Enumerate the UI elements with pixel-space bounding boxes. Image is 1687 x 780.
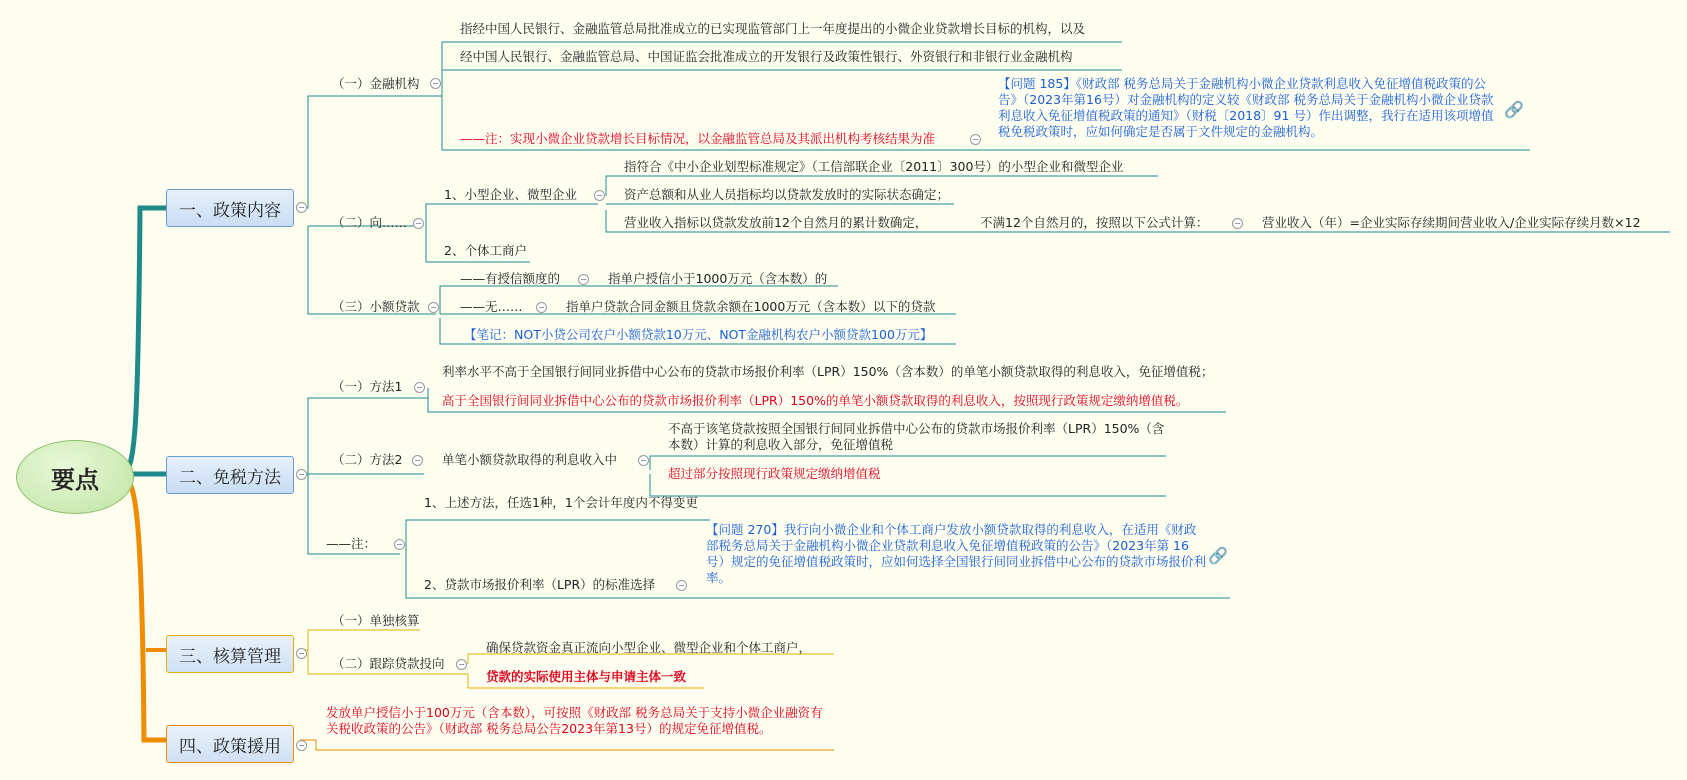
s2-m1-label[interactable]: （一）方法1 bbox=[332, 379, 403, 394]
s1-c2-a3b: 不满12个自然月的，按照以下公式计算： bbox=[980, 215, 1209, 230]
s1-c3-r2b: 指单户贷款合同金额且贷款余额在1000万元（含本数）以下的贷款 bbox=[566, 299, 936, 314]
link-icon[interactable]: 🔗 bbox=[1208, 546, 1228, 565]
collapse-toggle-icon[interactable]: − bbox=[296, 648, 307, 659]
s1-c3-label[interactable]: （三）小额贷款 bbox=[332, 299, 420, 314]
section-4-node[interactable] bbox=[166, 725, 294, 763]
s1-c1-line1: 指经中国人民银行、金融监管总局批准成立的已实现监管部门上一年度提出的小微企业贷款增长目标的机构，以及 bbox=[460, 21, 1086, 36]
s1-c3-note: 【笔记：NOT小贷公司农户小额贷款10万元、NOT金融机构农户小额贷款100万元】 bbox=[464, 327, 933, 342]
s1-c1-note: ——注：实现小微企业贷款增长目标情况，以金融监管总局及其派出机构考核结果为准 bbox=[460, 131, 936, 146]
s2-note-label[interactable]: ——注： bbox=[326, 536, 377, 551]
s1-c2-b: 2、个体工商户 bbox=[444, 243, 527, 258]
collapse-toggle-icon[interactable]: − bbox=[1232, 218, 1243, 229]
collapse-toggle-icon[interactable]: − bbox=[296, 469, 307, 480]
s2-m2-label[interactable]: （二）方法2 bbox=[332, 452, 403, 467]
link-icon[interactable]: 🔗 bbox=[1504, 100, 1524, 119]
collapse-toggle-icon[interactable]: − bbox=[536, 302, 547, 313]
s2-note-line2: 2、贷款市场报价利率（LPR）的标准选择 bbox=[424, 577, 656, 592]
section-1-node[interactable] bbox=[166, 189, 294, 227]
s1-c3-r2: ——无…… bbox=[460, 299, 523, 314]
collapse-toggle-icon[interactable]: − bbox=[413, 218, 424, 229]
collapse-toggle-icon[interactable]: − bbox=[578, 274, 589, 285]
section-2-node[interactable] bbox=[166, 456, 294, 494]
s1-c1-question: 【问题 185】《财政部 税务总局关于金融机构小微企业贷款利息收入免征增值税政策的公告》（2023年第16号）对金融机构的定义较《财政部 税务总局关于金融机构小微企业贷款利息收入免征增值税政策的通知》（财税〔2018〕91 号）作出调整，我行在适用该项增值税免税政策时，应如何确定是否属于文件规定的金融机构。 bbox=[998, 76, 1494, 139]
collapse-toggle-icon[interactable]: − bbox=[456, 659, 467, 670]
collapse-toggle-icon[interactable]: − bbox=[594, 190, 605, 201]
s1-c2-a3: 营业收入指标以贷款发放前12个自然月的累计数确定， bbox=[624, 215, 928, 230]
s2-m2-mid: 单笔小额贷款取得的利息收入中 bbox=[442, 452, 618, 467]
s1-c2-a2: 资产总额和从业人员指标均以贷款发放时的实际状态确定； bbox=[624, 187, 950, 202]
s3-c2-a: 确保贷款资金真正流向小型企业、微型企业和个体工商户， bbox=[486, 640, 812, 655]
collapse-toggle-icon[interactable]: − bbox=[430, 78, 441, 89]
s3-c2[interactable]: （二）跟踪贷款投向 bbox=[332, 656, 445, 671]
section-3-title: 三、核算管理 bbox=[179, 646, 281, 667]
collapse-toggle-icon[interactable]: − bbox=[638, 455, 649, 466]
s2-m2-line1: 不高于该笔贷款按照全国银行间同业拆借中心公布的贷款市场报价利率（LPR）150%（含本数）计算的利息收入部分，免征增值税 bbox=[668, 421, 1165, 452]
s1-c2-label[interactable]: （二）向…… bbox=[332, 215, 408, 230]
s1-c3-r1: ——有授信额度的 bbox=[460, 271, 561, 286]
root-label: 要点 bbox=[51, 465, 99, 494]
s2-note-question: 【问题 270】我行向小微企业和个体工商户发放小额贷款取得的利息收入，在适用《财政部税务总局关于金融机构小微企业贷款利息收入免征增值税政策的公告》（2023年第 16 号）规定的免征增值税政策时，应如何选择全国银行间同业拆借中心公布的贷款市场报价利率。 bbox=[706, 522, 1207, 585]
s1-c2-a1: 指符合《中小企业划型标准规定》（工信部联企业〔2011〕300号）的小型企业和微型企业 bbox=[624, 159, 1124, 174]
s3-c1: （一）单独核算 bbox=[332, 613, 420, 628]
collapse-toggle-icon[interactable]: − bbox=[970, 134, 981, 145]
section-1-title: 一、政策内容 bbox=[179, 200, 281, 221]
s2-m1-line1: 利率水平不高于全国银行间同业拆借中心公布的贷款市场报价利率（LPR）150%（含本数）的单笔小额贷款取得的利息收入，免征增值税； bbox=[442, 364, 1214, 379]
section-3-node[interactable] bbox=[166, 635, 294, 673]
s1-c2-a3c: 营业收入（年）=企业实际存续期间营业收入/企业实际存续月数×12 bbox=[1262, 215, 1641, 230]
s2-m2-line2: 超过部分按照现行政策规定缴纳增值税 bbox=[668, 466, 881, 481]
s3-c2-b: 贷款的实际使用主体与申请主体一致 bbox=[486, 669, 687, 684]
s1-c3-r1b: 指单户授信小于1000万元（含本数）的 bbox=[608, 271, 828, 286]
collapse-toggle-icon[interactable]: − bbox=[676, 580, 687, 591]
collapse-toggle-icon[interactable]: − bbox=[428, 302, 439, 313]
collapse-toggle-icon[interactable]: − bbox=[296, 202, 307, 213]
s1-c1-label[interactable]: （一）金融机构 bbox=[332, 76, 420, 91]
collapse-toggle-icon[interactable]: − bbox=[414, 382, 425, 393]
collapse-toggle-icon[interactable]: − bbox=[394, 539, 405, 550]
s4-text: 发放单户授信小于100万元（含本数），可按照《财政部 税务总局关于支持小微企业融资有关税收政策的公告》（财政部 税务总局公告2023年第13号）的规定免征增值税。 bbox=[326, 705, 823, 736]
section-2-title: 二、免税方法 bbox=[179, 467, 281, 488]
collapse-toggle-icon[interactable]: − bbox=[412, 455, 423, 466]
collapse-toggle-icon[interactable]: − bbox=[296, 740, 307, 751]
root-node[interactable] bbox=[16, 440, 134, 514]
s1-c1-line2: 经中国人民银行、金融监管总局、中国证监会批准成立的开发银行及政策性银行、外资银行和非银行业金融机构 bbox=[460, 49, 1073, 64]
s2-m1-line2: 高于全国银行间同业拆借中心公布的贷款市场报价利率（LPR）150%的单笔小额贷款取得的利息收入，按照现行政策规定缴纳增值税。 bbox=[442, 393, 1189, 408]
s2-note-line1: 1、上述方法，任选1种，1个会计年度内不得变更 bbox=[424, 495, 698, 510]
section-4-title: 四、政策援用 bbox=[179, 736, 281, 757]
s1-c2-a[interactable]: 1、小型企业、微型企业 bbox=[444, 187, 577, 202]
